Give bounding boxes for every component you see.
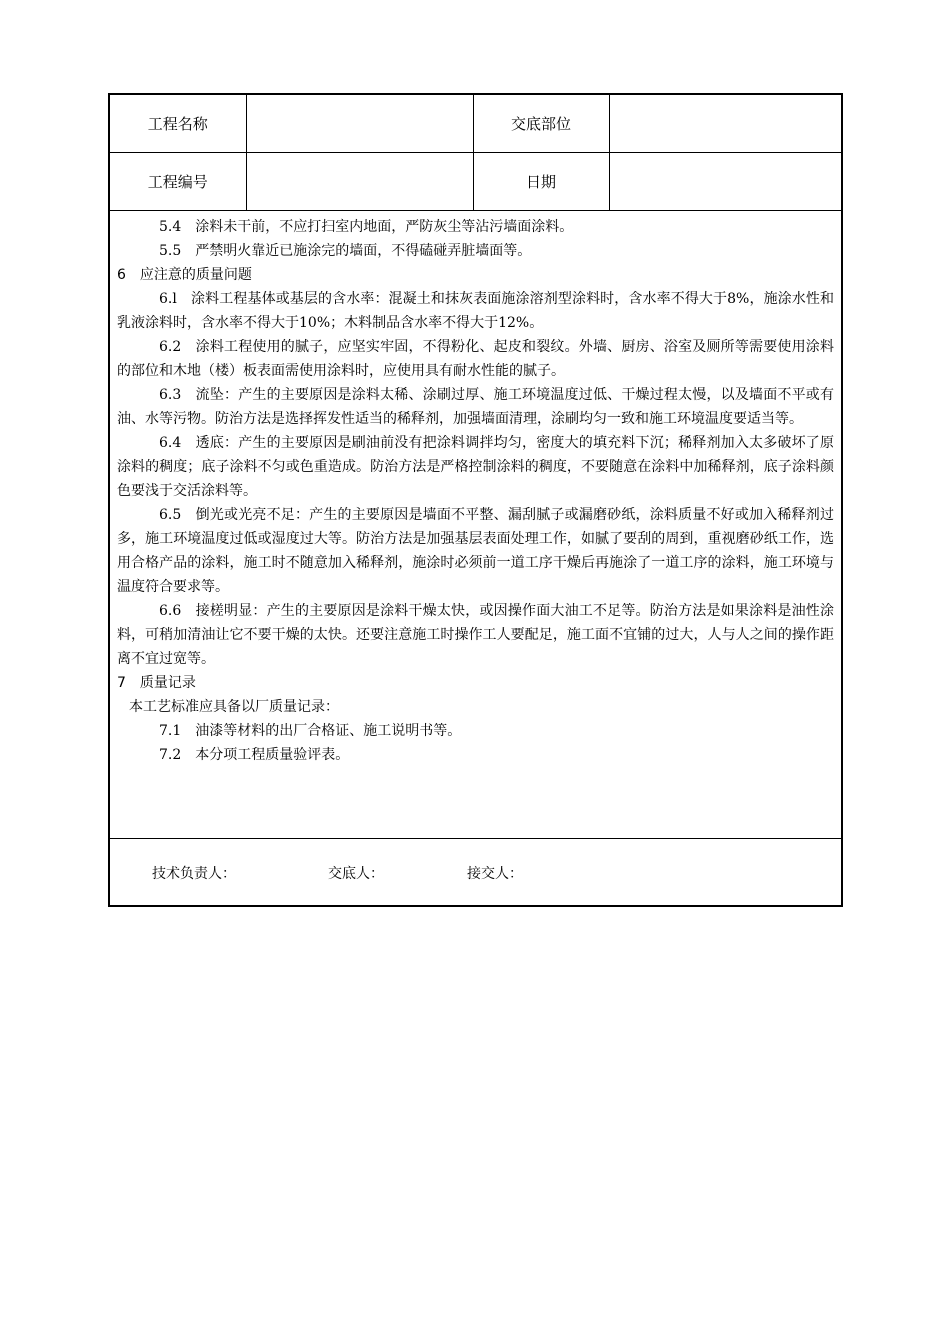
- paragraph-6-6: 6.6 接槎明显：产生的主要原因是涂料干燥太快，或因操作面大油工不足等。防治方法是如果涂料是油性涂料，可稍加清油让它不要干燥的太快。还要注意施工时操作工人要配足，施工面不宜铺的过大，人与人之间的操作距离不宜过宽等。: [117, 603, 834, 667]
- paragraph-6-5: 6.5 倒光或光亮不足：产生的主要原因是墙面不平整、漏刮腻子或漏磨砂纸，涂料质量不好或加入稀释剂过多，施工环境温度过低或湿度过大等。防治方法是加强基层表面处理工作，如腻了要刮的周到，重视磨砂纸工作，选用合格产品的涂料，施工时不随意加入稀释剂，施涂时必须前一道工序干燥后再施涂了一道工序的涂料，施工环境与温度符合要求等。: [117, 507, 834, 595]
- signature-footer: [110, 838, 841, 906]
- paragraph-5-5: 5.5 严禁明火靠近已施涂完的墙面，不得磕碰弄脏墙面等。: [159, 243, 532, 259]
- project-name-value: [246, 95, 473, 153]
- section-heading-6: 6 应注意的质量问题: [117, 267, 252, 283]
- date-label: 日期: [473, 153, 609, 211]
- paragraph-6-4: 6.4 透底：产生的主要原因是刷油前没有把涂料调拌均匀，密度大的填充料下沉；稀释剂加入太多破坏了原涂料的稠度；底子涂料不匀或色重造成。防治方法是严格控制涂料的稠度，不要随意在涂料中加稀释剂，底子涂料颜色要浅于交活涂料等。: [117, 435, 834, 499]
- receiver-label: 接交人：: [467, 866, 523, 882]
- location-label: 交底部位: [473, 95, 609, 153]
- date-value: [609, 153, 841, 211]
- discloser-label: 交底人：: [328, 866, 384, 882]
- paragraph-6-3: 6.3 流坠：产生的主要原因是涂料太稀、涂刷过厚、施工环境温度过低、干燥过程太慢，以及墙面不平或有油、水等污物。防治方法是选择挥发性适当的稀释剂，加强墙面清理，涂刷均匀一致和施工环境温度要适当等。: [117, 387, 834, 427]
- header-table: [110, 95, 841, 211]
- project-no-label: 工程编号: [110, 153, 246, 211]
- disclosure-content: [117, 215, 834, 767]
- location-value: [609, 95, 841, 153]
- paragraph-5-4: 5.4 涂料未干前，不应打扫室内地面，严防灰尘等沾污墙面涂料。: [159, 219, 574, 235]
- header-row-2: [110, 153, 841, 211]
- section-heading-7: 7 质量记录: [117, 675, 196, 691]
- project-name-label: 工程名称: [110, 95, 246, 153]
- paragraph-7-2: 7.2 本分项工程质量验评表。: [159, 747, 350, 763]
- header-row-1: [110, 95, 841, 153]
- paragraph-7-1: 7.1 油漆等材料的出厂合格证、施工说明书等。: [159, 723, 462, 739]
- paragraph-7-intro: 本工艺标准应具备以厂质量记录：: [129, 699, 339, 715]
- tech-lead-label: 技术负责人：: [152, 866, 236, 882]
- project-no-value: [246, 153, 473, 211]
- disclosure-sheet: [108, 93, 843, 907]
- paragraph-6-1: 6.l 涂料工程基体或基层的含水率：混凝土和抹灰表面施涂溶剂型涂料时，含水率不得大于8%，施涂水性和乳液涂料时，含水率不得大于10%；木料制品含水率不得大于12%。: [117, 291, 834, 331]
- paragraph-6-2: 6.2 涂料工程使用的腻子，应坚实牢固，不得粉化、起皮和裂纹。外墙、厨房、浴室及厕所等需要使用涂料的部位和木地（楼）板表面需使用涂料时，应使用具有耐水性能的腻子。: [117, 339, 834, 379]
